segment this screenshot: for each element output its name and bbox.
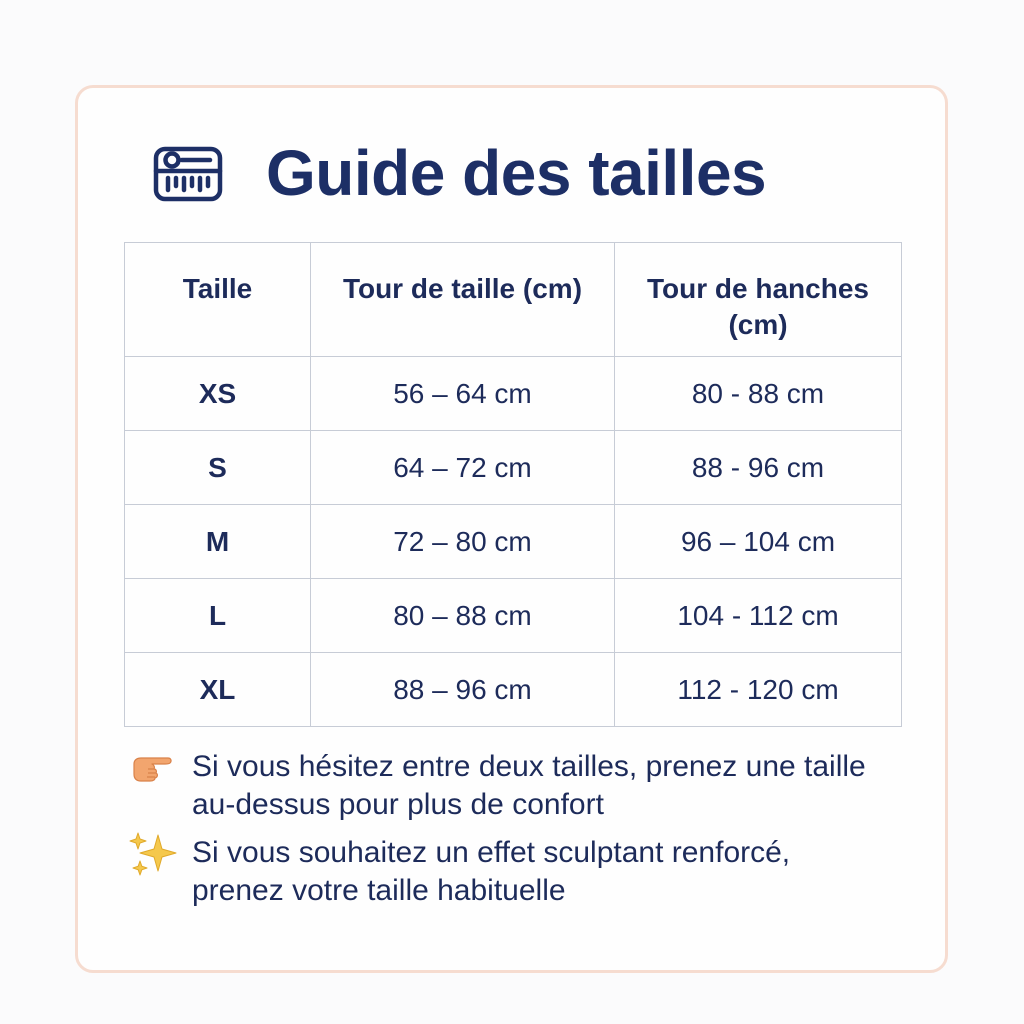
tip-text: Si vous hésitez entre deux tailles, prenez une taille au-dessus pour plus de confort: [192, 750, 866, 821]
table-row: [125, 579, 902, 653]
table-row: [125, 357, 902, 431]
row-waist: 88 – 96 cm: [311, 653, 615, 727]
size-table: [124, 242, 902, 727]
header-hips-line2: (cm): [728, 309, 788, 340]
tip-item: [128, 834, 888, 910]
row-size: XL: [125, 653, 311, 727]
row-waist: 80 – 88 cm: [311, 579, 615, 653]
tips-list: [128, 748, 888, 920]
page-title: Guide des tailles: [266, 137, 767, 209]
header-hips: [615, 243, 902, 357]
header-size: Taille: [125, 243, 311, 357]
pointing-hand-icon: [128, 748, 192, 788]
row-waist: 72 – 80 cm: [311, 505, 615, 579]
row-size: L: [125, 579, 311, 653]
header-waist: Tour de taille (cm): [311, 243, 615, 357]
row-hips: 88 - 96 cm: [615, 431, 902, 505]
table-row: [125, 431, 902, 505]
row-hips: 104 - 112 cm: [615, 579, 902, 653]
tip-text: Si vous souhaitez un effet sculptant renforcé, prenez votre taille habituelle: [192, 836, 791, 907]
header-hips-line1: Tour de hanches: [647, 273, 869, 304]
measuring-tape-icon: [152, 137, 224, 209]
row-size: XS: [125, 357, 311, 431]
table-header-row: [125, 243, 902, 357]
sparkles-icon: [128, 834, 192, 874]
row-size: M: [125, 505, 311, 579]
header: [152, 128, 766, 218]
row-hips: 112 - 120 cm: [615, 653, 902, 727]
row-waist: 64 – 72 cm: [311, 431, 615, 505]
row-hips: 80 - 88 cm: [615, 357, 902, 431]
table-row: [125, 505, 902, 579]
row-size: S: [125, 431, 311, 505]
table-row: [125, 653, 902, 727]
row-waist: 56 – 64 cm: [311, 357, 615, 431]
row-hips: 96 – 104 cm: [615, 505, 902, 579]
tip-item: [128, 748, 888, 824]
